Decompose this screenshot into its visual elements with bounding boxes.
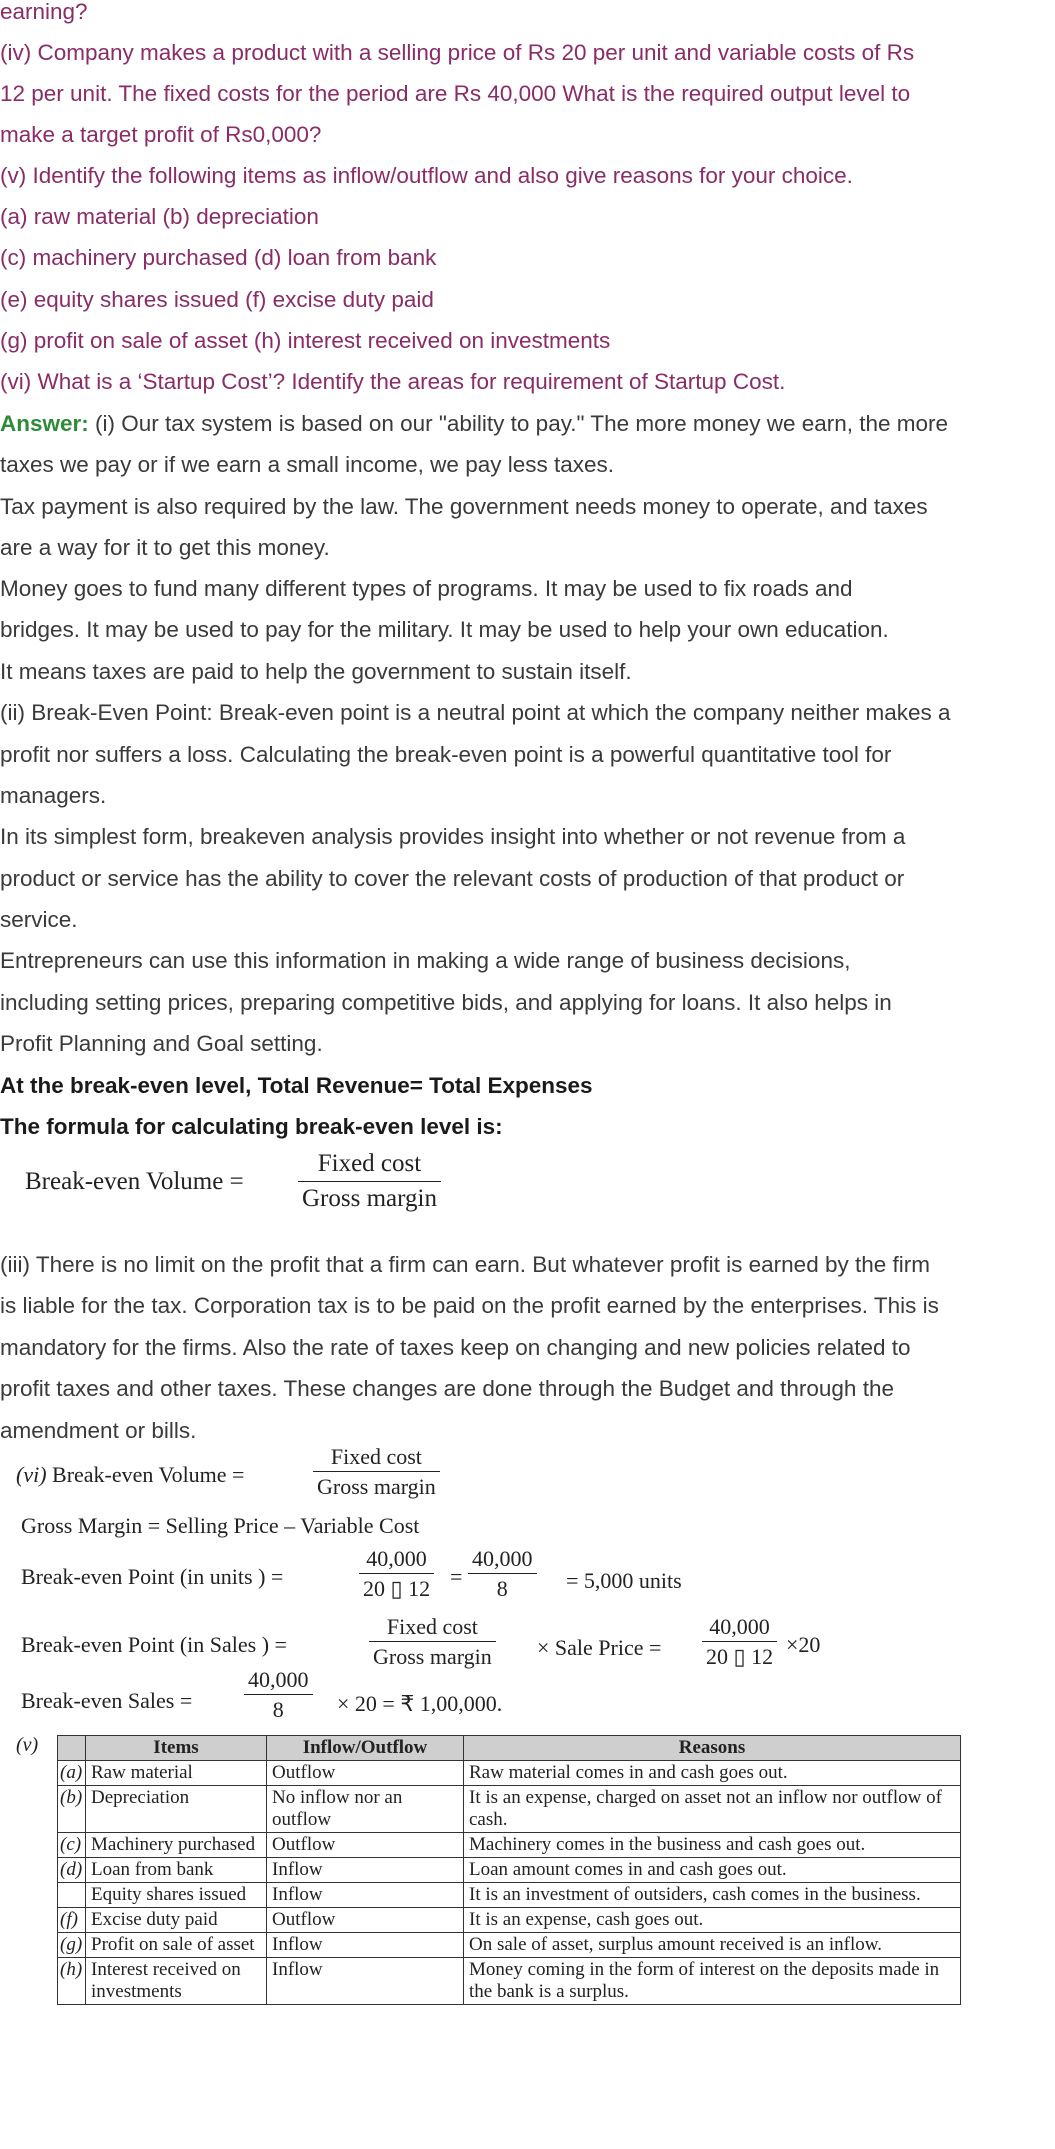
row-flow: No inflow nor an outflow bbox=[267, 1786, 464, 1833]
answer-line: product or service has the ability to cover the relevant costs of production of that product or bbox=[0, 866, 905, 891]
calc-bev-numerator: Fixed cost bbox=[313, 1442, 440, 1472]
row-item: Equity shares issued bbox=[86, 1883, 267, 1908]
calc-denominator: Gross margin bbox=[373, 1644, 492, 1669]
answer-first-line bbox=[0, 403, 948, 444]
calc-times-20: ×20 bbox=[786, 1632, 821, 1657]
row-key: (b) bbox=[58, 1786, 86, 1833]
table-row bbox=[58, 1908, 961, 1933]
answer-line: It means taxes are paid to help the government to sustain itself. bbox=[0, 659, 632, 684]
formula-numerator: Fixed cost bbox=[298, 1147, 441, 1182]
answer-line: Tax payment is also required by the law. The government needs money to operate, and taxes bbox=[0, 494, 928, 519]
row-flow: Inflow bbox=[267, 1858, 464, 1883]
answer-line: managers. bbox=[0, 783, 107, 808]
answer-line: Entrepreneurs can use this information in making a wide range of business decisions, bbox=[0, 948, 851, 973]
answer-line: are a way for it to get this money. bbox=[0, 535, 330, 560]
row-flow: Outflow bbox=[267, 1833, 464, 1858]
question-line: (c) machinery purchased (d) loan from bank bbox=[0, 245, 437, 270]
answer-line: taxes we pay or if we earn a small income, we pay less taxes. bbox=[0, 452, 615, 477]
question-line: (iv) Company makes a product with a selling price of Rs 20 per unit and variable costs of Rs bbox=[0, 40, 915, 65]
row-flow: Outflow bbox=[267, 1908, 464, 1933]
calc-numerator: 40,000 bbox=[702, 1612, 777, 1642]
question-line: 12 per unit. The fixed costs for the period are Rs 40,000 What is the required output level to bbox=[0, 81, 911, 106]
table-row bbox=[58, 1858, 961, 1883]
row-reason: It is an expense, charged on asset not an inflow nor outflow of cash. bbox=[464, 1786, 961, 1833]
answer-line: profit taxes and other taxes. These changes are done through the Budget and through the bbox=[0, 1376, 894, 1401]
row-key bbox=[58, 1883, 86, 1908]
row-flow: Inflow bbox=[267, 1958, 464, 2005]
calc-denominator: 8 bbox=[272, 1697, 284, 1722]
calc-bes-result: × 20 = ₹ 1,00,000. bbox=[337, 1691, 503, 1716]
bold-line: The formula for calculating break-even level is: bbox=[0, 1114, 503, 1139]
calc-bev-denominator: Gross margin bbox=[317, 1474, 436, 1499]
table-header-key bbox=[58, 1736, 86, 1761]
row-item: Profit on sale of asset bbox=[86, 1933, 267, 1958]
table-header-items: Items bbox=[86, 1736, 267, 1761]
calc-numerator: 40,000 bbox=[468, 1544, 537, 1574]
row-key: (c) bbox=[58, 1833, 86, 1858]
answer-line: bridges. It may be used to pay for the military. It may be used to help your own education. bbox=[0, 617, 889, 642]
calc-bev-lhs: Break-even Volume = bbox=[46, 1462, 245, 1487]
question-line: (vi) What is a ‘Startup Cost’? Identify the areas for requirement of Startup Cost. bbox=[0, 369, 786, 394]
calc-bep-sales-lhs: Break-even Point (in Sales ) = bbox=[21, 1632, 287, 1657]
calc-bep-sales-frac1 bbox=[369, 1612, 496, 1671]
calc-sale-price: × Sale Price = bbox=[537, 1635, 662, 1660]
table-row bbox=[58, 1833, 961, 1858]
calc-bes-lhs: Break-even Sales = bbox=[21, 1688, 193, 1713]
row-reason: On sale of asset, surplus amount received is an inflow. bbox=[464, 1933, 961, 1958]
answer-text: (i) Our tax system is based on our "ability to pay." The more money we earn, the more bbox=[88, 411, 949, 436]
question-line: (e) equity shares issued (f) excise duty paid bbox=[0, 287, 434, 312]
table-row bbox=[58, 1883, 961, 1908]
table-row bbox=[58, 1761, 961, 1786]
answer-line: profit nor suffers a loss. Calculating the break-even point is a powerful quantitative tool for bbox=[0, 742, 892, 767]
row-flow: Inflow bbox=[267, 1883, 464, 1908]
calc-denominator: 20 ▯ 12 bbox=[706, 1644, 774, 1669]
row-item: Loan from bank bbox=[86, 1858, 267, 1883]
bold-line: At the break-even level, Total Revenue= Total Expenses bbox=[0, 1073, 593, 1098]
calc-denominator: 20 ▯ 12 bbox=[363, 1576, 431, 1601]
answer-line: mandatory for the firms. Also the rate of taxes keep on changing and new policies related to bbox=[0, 1335, 911, 1360]
formula-denominator: Gross margin bbox=[302, 1185, 437, 1212]
row-reason: Loan amount comes in and cash goes out. bbox=[464, 1858, 961, 1883]
question-line: (a) raw material (b) depreciation bbox=[0, 204, 319, 229]
calc-denominator: 8 bbox=[496, 1576, 508, 1601]
question-line: make a target profit of Rs0,000? bbox=[0, 122, 322, 147]
row-reason: Raw material comes in and cash goes out. bbox=[464, 1761, 961, 1786]
table-header-row bbox=[58, 1736, 961, 1761]
table-header-flow: Inflow/Outflow bbox=[267, 1736, 464, 1761]
row-reason: It is an expense, cash goes out. bbox=[464, 1908, 961, 1933]
table-row bbox=[58, 1958, 961, 2005]
row-reason: Money coming in the form of interest on the deposits made in the bank is a surplus. bbox=[464, 1958, 961, 2005]
row-key: (a) bbox=[58, 1761, 86, 1786]
answer-line: In its simplest form, breakeven analysis provides insight into whether or not revenue from a bbox=[0, 824, 906, 849]
row-reason: Machinery comes in the business and cash goes out. bbox=[464, 1833, 961, 1858]
row-item: Raw material bbox=[86, 1761, 267, 1786]
row-item: Interest received on investments bbox=[86, 1958, 267, 2005]
calc-bep-units-lhs: Break-even Point (in units ) = bbox=[21, 1564, 284, 1589]
formula-lhs: Break-even Volume = bbox=[25, 1168, 244, 1195]
answer-line: amendment or bills. bbox=[0, 1418, 197, 1443]
answer-line: (ii) Break-Even Point: Break-even point is a neutral point at which the company neither makes a bbox=[0, 700, 951, 725]
table-label: (v) bbox=[16, 1734, 39, 1756]
calc-bep-units-result: = 5,000 units bbox=[566, 1568, 682, 1593]
row-reason: It is an investment of outsiders, cash comes in the business. bbox=[464, 1883, 961, 1908]
calc-bep-units-frac1 bbox=[359, 1544, 434, 1603]
answer-line: including setting prices, preparing competitive bids, and applying for loans. It also helps in bbox=[0, 990, 892, 1015]
row-item: Machinery purchased bbox=[86, 1833, 267, 1858]
answer-line: service. bbox=[0, 907, 78, 932]
answer-line: Profit Planning and Goal setting. bbox=[0, 1031, 323, 1056]
calc-numerator: Fixed cost bbox=[369, 1612, 496, 1642]
question-line: (v) Identify the following items as inflow/outflow and also give reasons for your choice. bbox=[0, 163, 853, 188]
calc-bes-fraction bbox=[244, 1665, 313, 1724]
calc-bep-sales-frac2 bbox=[702, 1612, 777, 1671]
table-header-reasons: Reasons bbox=[464, 1736, 961, 1761]
table-row bbox=[58, 1786, 961, 1833]
calc-equals: = bbox=[450, 1564, 463, 1589]
question-line: earning? bbox=[0, 0, 88, 24]
row-key: (d) bbox=[58, 1858, 86, 1883]
row-item: Depreciation bbox=[86, 1786, 267, 1833]
row-key: (h) bbox=[58, 1958, 86, 2005]
calc-numerator: 40,000 bbox=[244, 1665, 313, 1695]
formula-fraction bbox=[298, 1147, 441, 1216]
calc-bep-units-frac2 bbox=[468, 1544, 537, 1603]
answer-label: Answer: bbox=[0, 411, 89, 436]
answer-line: Money goes to fund many different types of programs. It may be used to fix roads and bbox=[0, 576, 853, 601]
row-key: (g) bbox=[58, 1933, 86, 1958]
inflow-outflow-table bbox=[57, 1735, 961, 2005]
calc-bev-line bbox=[16, 1462, 244, 1488]
answer-line: is liable for the tax. Corporation tax is to be paid on the profit earned by the enterprises. This is bbox=[0, 1293, 939, 1318]
calc-numerator: 40,000 bbox=[359, 1544, 434, 1574]
calc-gross-margin: Gross Margin = Selling Price – Variable Cost bbox=[21, 1513, 420, 1538]
row-key: (f) bbox=[58, 1908, 86, 1933]
answer-line: (iii) There is no limit on the profit that a firm can earn. But whatever profit is earned by the firm bbox=[0, 1252, 930, 1277]
question-line: (g) profit on sale of asset (h) interest received on investments bbox=[0, 328, 611, 353]
row-flow: Inflow bbox=[267, 1933, 464, 1958]
row-flow: Outflow bbox=[267, 1761, 464, 1786]
table-row bbox=[58, 1933, 961, 1958]
row-item: Excise duty paid bbox=[86, 1908, 267, 1933]
calc-bev-fraction bbox=[313, 1442, 440, 1501]
calc-vi-label: (vi) bbox=[16, 1462, 47, 1487]
